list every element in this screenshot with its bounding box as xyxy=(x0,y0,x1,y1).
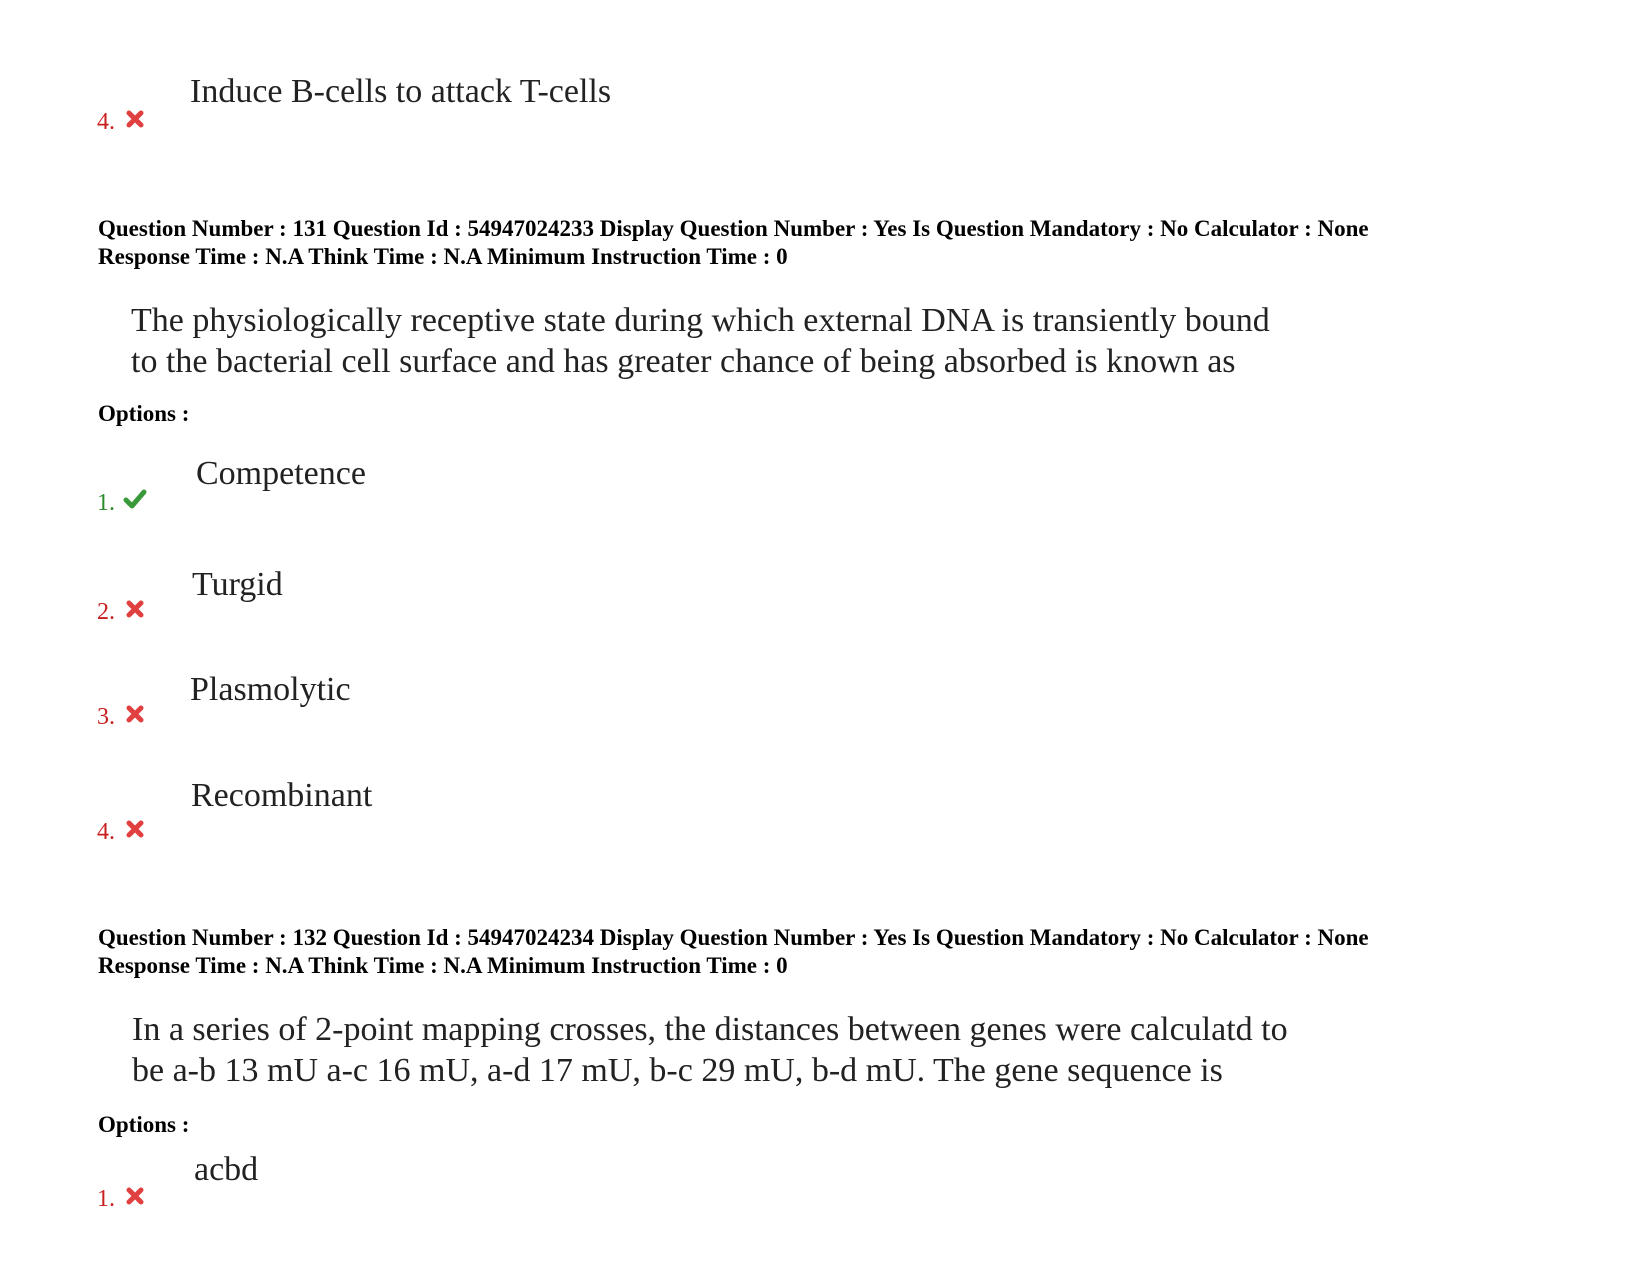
option-text: Competence xyxy=(196,455,366,492)
option-number: 3. xyxy=(97,704,115,730)
option-text: Turgid xyxy=(192,566,283,603)
cross-mark-icon xyxy=(125,819,145,839)
question-meta-line2: Response Time : N.A Think Time : N.A Minimum Instruction Time : 0 xyxy=(98,244,788,269)
cross-mark-icon xyxy=(125,1186,145,1206)
cross-mark-icon xyxy=(125,109,145,129)
option-number: 4. xyxy=(97,109,115,135)
options-label: Options : xyxy=(98,401,190,426)
option-text: acbd xyxy=(194,1151,259,1188)
cross-mark-icon xyxy=(125,704,145,724)
option-number: 4. xyxy=(97,819,115,845)
question-text-line1: The physiologically receptive state during which external DNA is transiently bound xyxy=(131,302,1270,339)
option-text: Induce B-cells to attack T-cells xyxy=(190,73,612,110)
question-meta-line2: Response Time : N.A Think Time : N.A Minimum Instruction Time : 0 xyxy=(98,953,788,978)
question-text-line1: In a series of 2-point mapping crosses, the distances between genes were calculatd to xyxy=(132,1011,1288,1048)
question-meta-line1: Question Number : 132 Question Id : 54947024234 Display Question Number : Yes Is Question Mandatory : No Calculator : None xyxy=(98,925,1369,950)
option-text: Plasmolytic xyxy=(190,671,351,708)
question-text-line2: be a-b 13 mU a-c 16 mU, a-d 17 mU, b-c 29 mU, b-d mU. The gene sequence is xyxy=(132,1052,1223,1089)
option-number: 1. xyxy=(97,490,115,516)
cross-mark-icon xyxy=(125,599,145,619)
option-number: 2. xyxy=(97,599,115,625)
question-meta-line1: Question Number : 131 Question Id : 54947024233 Display Question Number : Yes Is Question Mandatory : No Calculator : None xyxy=(98,216,1369,241)
question-text-line2: to the bacterial cell surface and has greater chance of being absorbed is known as xyxy=(131,343,1236,380)
option-number: 1. xyxy=(97,1186,115,1212)
check-mark-icon xyxy=(123,488,147,510)
option-text: Recombinant xyxy=(191,777,373,814)
options-label: Options : xyxy=(98,1112,190,1137)
